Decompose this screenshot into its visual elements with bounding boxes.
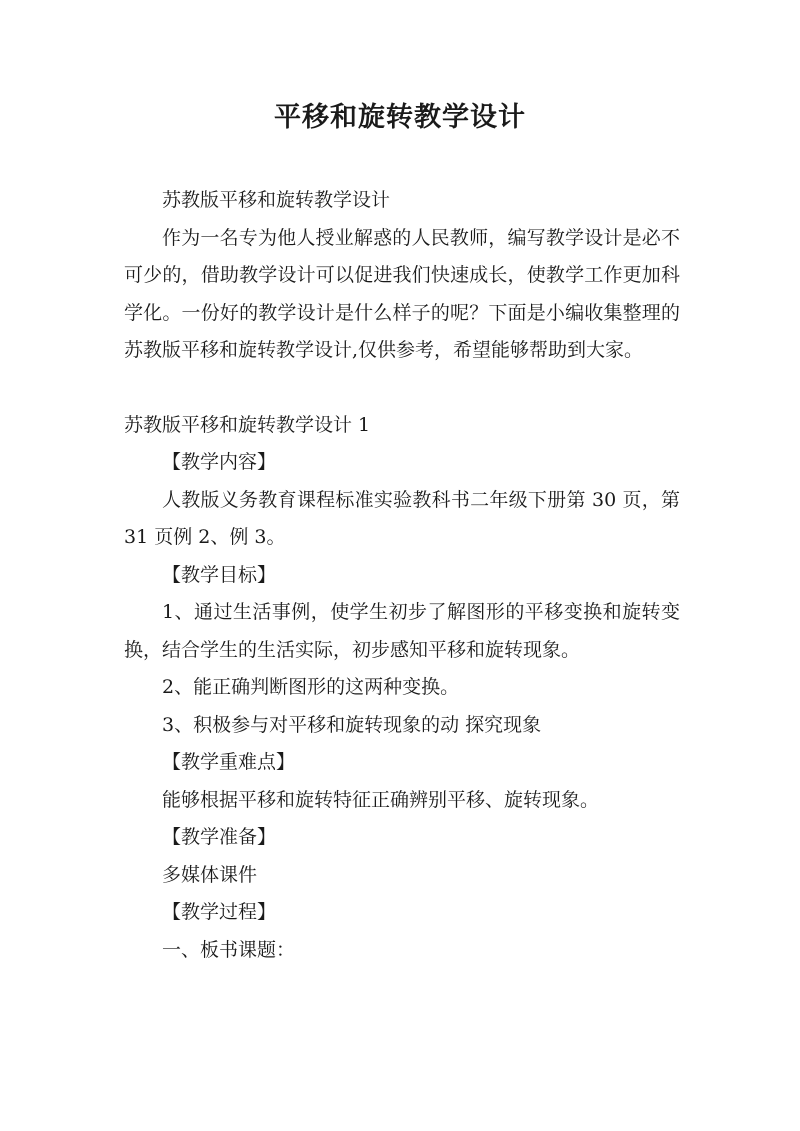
goal-item-3: 3、积极参与对平移和旋转现象的动 探究现象 — [162, 713, 542, 736]
heading-teaching-process: 【教学过程】 — [162, 901, 277, 923]
paragraph-teaching-content: 人教版义务教育课程标准实验教科书二年级下册第 30 页，第 31 页例 2、例 3。 — [124, 488, 680, 548]
process-step-1: 一、板书课题： — [162, 938, 296, 961]
document-title: 平移和旋转教学设计 — [274, 102, 526, 133]
paragraph-intro: 作为一名专为他人授业解惑的人民教师，编写教学设计是必不可少的，借助教学设计可以促进我们快速成长，使教学工作更加科学化。一份好的教学设计是什么样子的呢？下面是小编收集整理的苏教版平移和旋转教学设计,仅供参考，希望能够帮助到大家。 — [124, 226, 680, 361]
paragraph-key-points: 能够根据平移和旋转特征正确辨别平移、旋转现象。 — [162, 788, 600, 811]
heading-teaching-goals: 【教学目标】 — [162, 563, 277, 586]
section-heading: 苏教版平移和旋转教学设计 1 — [124, 413, 371, 436]
goal-item-1: 1、通过生活事例，使学生初步了解图形的平移变换和旋转变换，结合学生的生活实际，初步感知平移和旋转现象。 — [124, 601, 680, 661]
heading-teaching-content: 【教学内容】 — [162, 451, 277, 473]
goal-item-2: 2、能正确判断图形的这两种变换。 — [162, 676, 460, 698]
paragraph-preparation: 多媒体课件 — [162, 863, 258, 886]
heading-key-points: 【教学重难点】 — [162, 751, 296, 773]
paragraph-spacer — [124, 370, 680, 407]
paragraph-subtitle: 苏教版平移和旋转教学设计 — [162, 189, 391, 211]
heading-preparation: 【教学准备】 — [162, 826, 277, 848]
document-body — [124, 182, 680, 969]
